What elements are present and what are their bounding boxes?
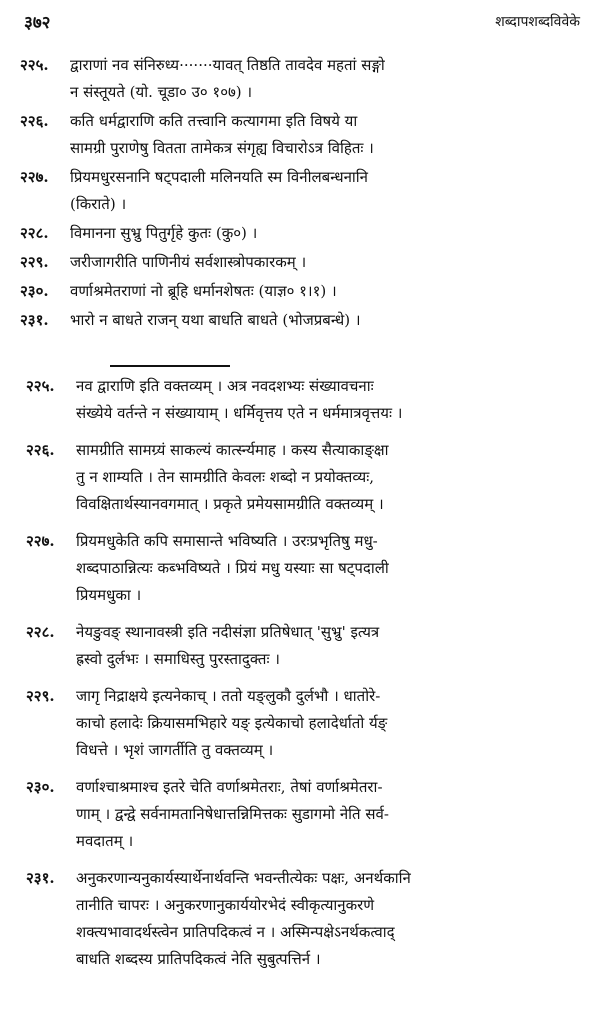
verse-entry <box>0 164 600 218</box>
commentary-entry-line: तु न शाम्यति । तेन सामग्रीति केवलः शब्दो न प्रयोक्तव्यः, <box>76 468 374 486</box>
commentary-entry-line: सामग्रीति सामग्र्यं साकल्यं कार्त्स्न्यमाह । कस्य सैत्याकाङ्क्षा <box>76 441 389 459</box>
page-header <box>24 10 580 40</box>
verse-entry-line: जरीजागरीति पाणिनीयं सर्वशास्त्रोपकारकम् । <box>70 253 307 271</box>
commentary-entry-number: २२७. <box>26 532 55 550</box>
verse-entry-number: २२८. <box>20 224 49 242</box>
commentary-entry <box>0 619 600 673</box>
verse-entry-number: २३१. <box>20 311 49 329</box>
verse-entry-line: कति धर्मद्वाराणि कति तत्त्वानि कत्यागमा इति विषये या <box>70 112 358 130</box>
verse-entry <box>0 249 600 276</box>
commentary-entry-line: शब्दपाठान्नित्यः कब्भविष्यते । प्रियं मधु यस्याः सा षट्पदाली <box>76 559 389 577</box>
verse-entry-line: भारो न बाधते राजन् यथा बाधति बाधते (भोजप्रबन्धे) । <box>70 311 361 329</box>
verse-entry-number: २२७. <box>20 168 49 186</box>
commentary-entry <box>0 373 600 427</box>
commentary-entry-line: काचो हलादेः क्रियासमभिहारे यङ् इत्येकाचो हलादेर्धातो र्यङ् <box>76 714 388 732</box>
commentary-entry-line: विवक्षितार्थस्यानवगमात् । प्रकृते प्रमेयसामग्रीति वक्तव्यम् । <box>76 495 384 513</box>
commentary-entry-number: २२५. <box>26 377 55 395</box>
commentary-entry-line: प्रियमधुका । <box>76 586 142 604</box>
verse-entry-line: (किराते) । <box>70 195 127 213</box>
commentary-entry <box>0 865 600 973</box>
commentary-entry <box>0 774 600 855</box>
verse-entry-number: २२५. <box>20 56 49 74</box>
commentary-entry-number: २२८. <box>26 623 55 641</box>
commentary-entry-number: २३१. <box>26 869 55 887</box>
page-number: ३७२ <box>24 13 51 33</box>
commentary-entry-line: संख्येये वर्तन्ते न संख्यायाम् । धर्मिवृत्तय एते न धर्ममात्रवृत्तयः । <box>76 404 403 422</box>
commentary-entry-line: नेयङुवङ् स्थानावस्त्री इति नदीसंज्ञा प्रतिषेधात् 'सुभ्रु' इत्यत्र <box>76 623 380 641</box>
verse-entry-line: न संस्तूयते (यो. चूडा० उ० १०७) । <box>70 83 253 101</box>
commentary-entry-line: णाम् । द्वन्द्वे सर्वनामतानिषेधात्तन्निमित्तकः सुडागमो नेति सर्व- <box>76 805 389 823</box>
verse-list <box>0 52 600 336</box>
commentary-entry-line: वर्णाश्चाश्रमाश्च इतरे चेति वर्णाश्रमेतराः, तेषां वर्णाश्रमेतरा- <box>76 778 383 796</box>
verse-entry-line: वर्णाश्रमेतराणां नो ब्रूहि धर्मानशेषतः (याज्ञ० १।१) । <box>70 282 337 300</box>
verse-entry <box>0 307 600 334</box>
commentary-entry-number: २२९. <box>26 687 55 705</box>
commentary-entry-line: अनुकरणान्यनुकार्यस्यार्थेनार्थवन्ति भवन्तीत्येकः पक्षः, अनर्थकानि <box>76 869 411 887</box>
verse-entry-line: सामग्री पुराणेषु वितता तामेकत्र संगृह्य विचारोऽत्र विहितः । <box>70 139 374 157</box>
commentary-entry-number: २३०. <box>26 778 55 796</box>
commentary-entry <box>0 437 600 518</box>
verse-entry-number: २२६. <box>20 112 49 130</box>
verse-entry <box>0 52 600 106</box>
verse-entry-line: विमानना सुभ्रु पितुर्गृहे कुतः (कु०) । <box>70 224 258 242</box>
verse-entry-number: २३०. <box>20 282 49 300</box>
verse-entry <box>0 108 600 162</box>
commentary-entry-line: नव द्वाराणि इति वक्तव्यम् । अत्र नवदशभ्यः संख्यावचनाः <box>76 377 374 395</box>
verse-entry-line: द्वाराणां नव संनिरुध्य·······यावत् तिष्ठति तावदेव महतां सङ्गो <box>70 56 385 74</box>
commentary-list <box>0 373 600 983</box>
commentary-entry-line: ह्रस्वो दुर्लभः । समाधिस्तु पुरस्तादुक्तः । <box>76 650 280 668</box>
commentary-entry-line: बाधति शब्दस्य प्रातिपदिकत्वं नेति सुबुत्पत्तिर्न । <box>76 950 321 968</box>
commentary-entry-line: जागृ निद्राक्षये इत्यनेकाच् । ततो यङ्लुकौ दुर्लभौ । धातोरे- <box>76 687 381 705</box>
commentary-entry-line: मवदातम् । <box>76 832 134 850</box>
verse-entry <box>0 220 600 247</box>
commentary-entry-line: तानीति चापरः । अनुकरणानुकार्ययोरभेदं स्वीकृत्यानुकरणे <box>76 896 375 914</box>
commentary-entry <box>0 683 600 764</box>
verse-entry <box>0 278 600 305</box>
verse-entry-line: प्रियमधुरसनानि षट्पदाली मलिनयति स्म विनीलबन्धनानि <box>70 168 368 186</box>
commentary-entry-line: प्रियमधुकेति कपि समासान्ते भविष्यति । उरःप्रभृतिषु मधु- <box>76 532 378 550</box>
commentary-entry <box>0 528 600 609</box>
verse-entry-number: २२९. <box>20 253 49 271</box>
commentary-entry-number: २२६. <box>26 441 55 459</box>
commentary-entry-line: विधत्ते । भृशं जागर्तीति तु वक्तव्यम् । <box>76 741 274 759</box>
running-title: शब्दापशब्दविवेके <box>495 14 580 30</box>
commentary-entry-line: शक्त्यभावादर्थस्त्वेन प्रातिपदिकत्वं न । अस्मिन्पक्षेऽनर्थकत्वाद् <box>76 923 395 941</box>
section-divider <box>110 365 230 367</box>
